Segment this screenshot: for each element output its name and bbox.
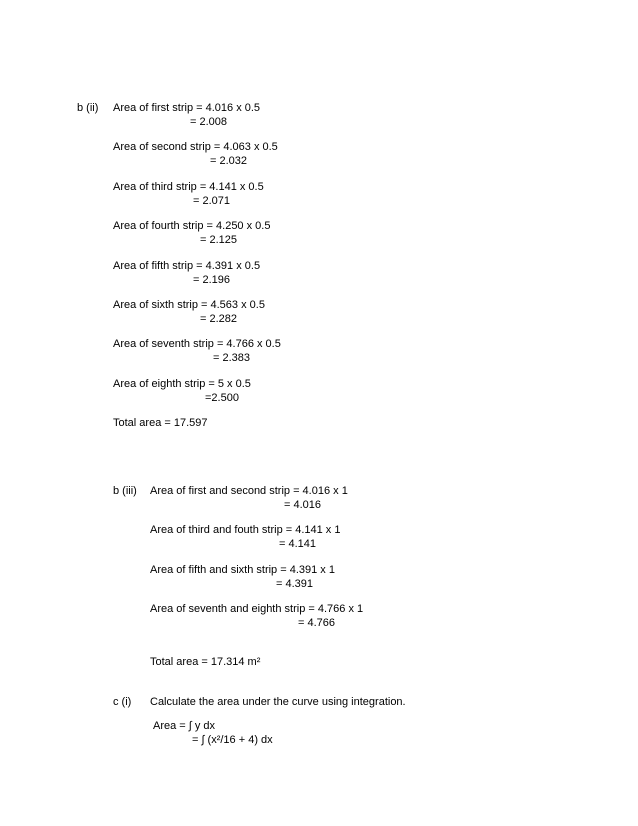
instruction-text: Calculate the area under the curve using integration.: [150, 696, 406, 708]
strip-expression: Area of seventh strip = 4.766 x 0.5: [113, 338, 281, 350]
strip-result: = 2.196: [193, 274, 231, 286]
strip-result: = 2.032: [210, 155, 248, 167]
strip-result: = 2.008: [190, 116, 228, 128]
strip-expression: Area of fourth strip = 4.250 x 0.5: [113, 220, 271, 232]
integral-line: = ∫ (x²/16 + 4) dx: [192, 734, 273, 746]
strip-result: = 2.282: [200, 313, 238, 325]
strip-expression: Area of third strip = 4.141 x 0.5: [113, 181, 264, 193]
section-label-b-iii: b (iii): [113, 485, 137, 497]
strip-expression: Area of fifth strip = 4.391 x 0.5: [113, 260, 261, 272]
integral-line: Area = ∫ y dx: [153, 720, 216, 732]
strip-result: = 4.016: [284, 499, 322, 511]
strip-expression: Area of eighth strip = 5 x 0.5: [113, 378, 251, 390]
strip-expression: Area of first and second strip = 4.016 x 1: [150, 485, 348, 497]
total-area: Total area = 17.597: [113, 417, 208, 429]
strip-expression: Area of first strip = 4.016 x 0.5: [113, 102, 261, 114]
total-area: Total area = 17.314 m²: [150, 656, 261, 668]
section-label-c-i: c (i): [113, 696, 132, 708]
strip-result: = 4.391: [276, 578, 314, 590]
strip-expression: Area of fifth and sixth strip = 4.391 x 1: [150, 564, 335, 576]
strip-result: = 4.141: [279, 538, 317, 550]
section-label-b-ii: b (ii): [77, 102, 99, 114]
strip-expression: Area of second strip = 4.063 x 0.5: [113, 141, 278, 153]
strip-result: = 2.383: [213, 352, 251, 364]
strip-expression: Area of seventh and eighth strip = 4.766 x 1: [150, 603, 364, 615]
strip-result: = 2.071: [193, 195, 231, 207]
strip-result: =2.500: [205, 392, 239, 404]
strip-result: = 4.766: [298, 617, 336, 629]
strip-result: = 2.125: [200, 234, 238, 246]
strip-expression: Area of third and fouth strip = 4.141 x 1: [150, 524, 341, 536]
strip-expression: Area of sixth strip = 4.563 x 0.5: [113, 299, 265, 311]
